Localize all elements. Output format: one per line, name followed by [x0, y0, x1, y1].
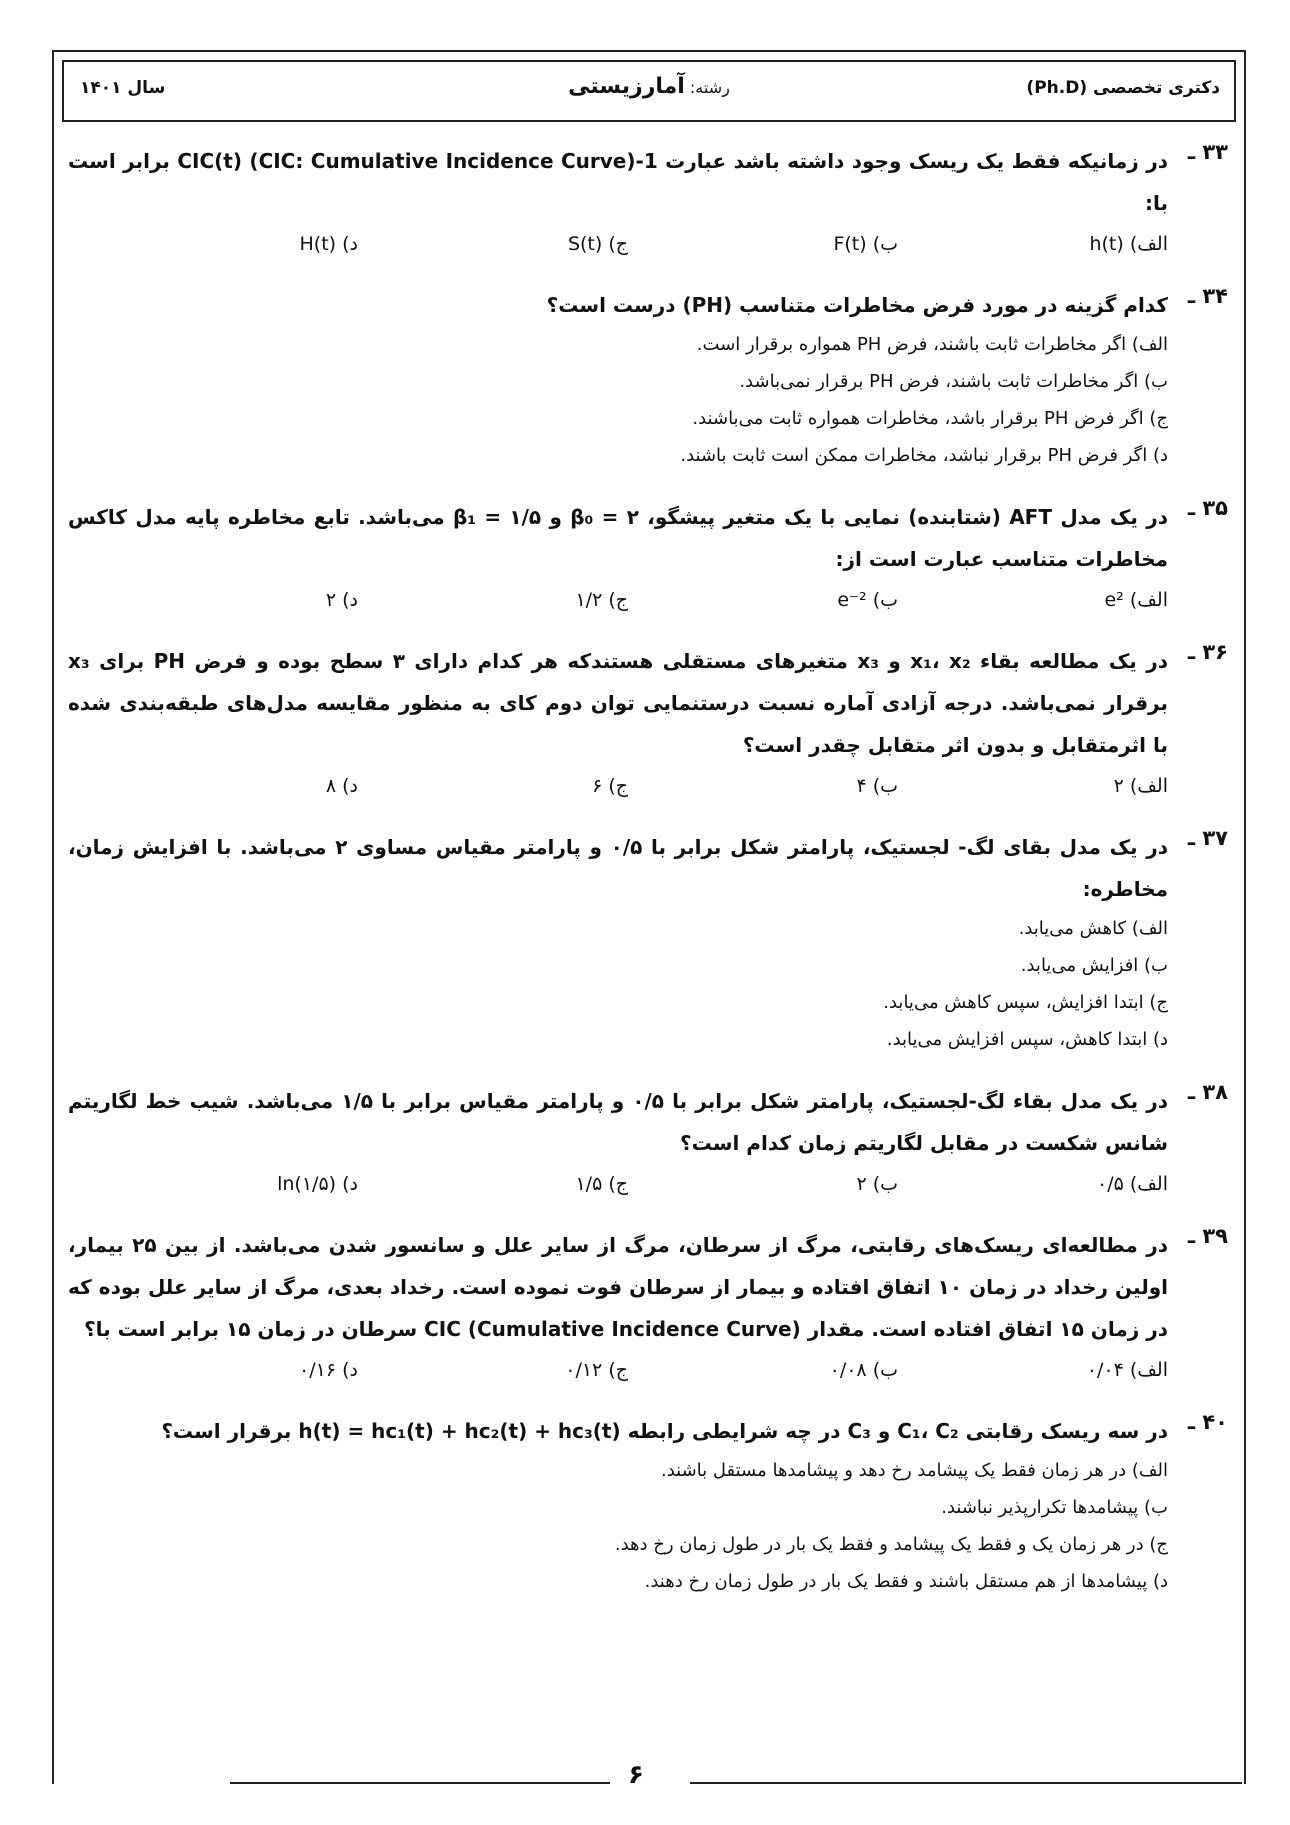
question-number: ۴۰ ـ	[1187, 1410, 1228, 1434]
question-8	[68, 1410, 1228, 1600]
answer-option: ب) ۰/۰۸	[829, 1359, 898, 1381]
options-row	[68, 582, 1168, 618]
answer-option: ب) F(t)	[833, 233, 898, 255]
question-number: ۳۹ ـ	[1187, 1224, 1228, 1248]
answer-option: ب) پیشامدها تکرارپذیر نباشند.	[941, 1497, 1168, 1518]
answer-option: د) ۲	[325, 589, 358, 611]
answer-option: الف) ۰/۵	[1096, 1173, 1168, 1195]
answer-option: ج) ۱/۲	[575, 589, 628, 611]
answer-option: د) ابتدا کاهش، سپس افزایش می‌یابد.	[886, 1029, 1168, 1050]
options-row	[68, 1352, 1168, 1388]
question-number: ۳۳ ـ	[1187, 140, 1228, 164]
field-label: رشته:	[689, 78, 730, 97]
answer-option: د) ln(۱/۵)	[277, 1173, 358, 1195]
options-list	[68, 1452, 1168, 1600]
answer-option: د) ۸	[325, 775, 358, 797]
question-stem: در سه ریسک رقابتی C₁، C₂ و C₃ در چه شرایطی رابطه h(t) = hc₁(t) + hc₂(t) + hc₃(t) برقرار است؟	[161, 1419, 1168, 1443]
exam-header	[62, 60, 1236, 122]
answer-option: د) ۰/۱۶	[299, 1359, 358, 1381]
answer-option: ب) ۲	[856, 1173, 898, 1195]
field-value: آمارزیستی	[568, 74, 685, 99]
question-4	[68, 640, 1228, 804]
answer-option: ج) ۱/۵	[575, 1173, 628, 1195]
question-1	[68, 140, 1228, 262]
question-number: ۳۷ ـ	[1187, 826, 1228, 850]
question-2	[68, 284, 1228, 474]
question-number: ۳۸ ـ	[1187, 1080, 1228, 1104]
options-list	[68, 910, 1168, 1058]
answer-option: الف) در هر زمان فقط یک پیشامد رخ دهد و پیشامدها مستقل باشند.	[660, 1460, 1168, 1481]
answer-option: د) H(t)	[299, 233, 358, 255]
answer-option: ج) ابتدا افزایش، سپس کاهش می‌یابد.	[883, 992, 1168, 1013]
exam-year: سال ۱۴۰۱	[80, 78, 166, 98]
question-stem: در یک مدل بقای لگ- لجستیک، پارامتر شکل برابر با ۰/۵ و پارامتر مقیاس مساوی ۲ می‌باشد. با افزایش زمان، مخاطره:	[68, 835, 1168, 901]
question-number: ۳۶ ـ	[1187, 640, 1228, 664]
field-name	[64, 74, 1234, 99]
question-6	[68, 1080, 1228, 1202]
answer-option: الف) ۲	[1113, 775, 1168, 797]
question-number: ۳۴ ـ	[1187, 284, 1228, 308]
question-3	[68, 496, 1228, 618]
answer-option: الف) e²	[1104, 589, 1168, 611]
options-row	[68, 768, 1168, 804]
answer-option: ج) S(t)	[567, 233, 628, 255]
question-5	[68, 826, 1228, 1058]
answer-option: ج) ۶	[592, 775, 628, 797]
page-number: ۶	[628, 1760, 644, 1790]
answer-option: الف) h(t)	[1089, 233, 1168, 255]
footer-rule-right	[690, 1782, 1242, 1784]
answer-option: ج) اگر فرض PH برقرار باشد، مخاطرات همواره ثابت می‌باشند.	[692, 408, 1168, 429]
question-number: ۳۵ ـ	[1187, 496, 1228, 520]
question-stem: در یک مطالعه بقاء x₁، x₂ و x₃ متغیرهای مستقلی هستندکه هر کدام دارای ۳ سطح بوده و فرض PH برای x₃ برقرار نمی‌باشد. درجه آزادی آماره نسبت درستنمایی توان دوم کای به منظور مقایسه مدل‌های طبقه‌بندی شده با اثرمتقابل و بدون اثر متقابل چقدر است؟	[68, 649, 1168, 757]
answer-option: د) پیشامدها از هم مستقل باشند و فقط یک بار در طول زمان رخ دهند.	[644, 1571, 1168, 1592]
answer-option: د) اگر فرض PH برقرار نباشد، مخاطرات ممکن است ثابت باشند.	[680, 445, 1168, 466]
answer-option: ج) در هر زمان یک و فقط یک پیشامد و فقط یک بار در طول زمان رخ دهد.	[614, 1534, 1168, 1555]
question-stem: در یک مدل AFT (شتابنده) نمایی با یک متغیر پیشگو، β₀ = ۲ و β₁ = ۱/۵ می‌باشد. تابع مخاطره پایه مدل کاکس مخاطرات متناسب عبارت است از:	[68, 505, 1169, 571]
options-row	[68, 1166, 1168, 1202]
question-stem: کدام گزینه در مورد فرض مخاطرات متناسب (PH) درست است؟	[546, 293, 1168, 317]
options-row	[68, 226, 1168, 262]
answer-option: ب) ۴	[856, 775, 898, 797]
answer-option: ب) افزایش می‌یابد.	[1020, 955, 1168, 976]
question-7	[68, 1224, 1228, 1388]
question-stem: در مطالعه‌ای ریسک‌های رقابتی، مرگ از سرطان، مرگ از سایر علل و سانسور شدن می‌باشد. از بین ۲۵ بیمار، اولین رخداد در زمان ۱۰ اتفاق افتاده و بیمار از سرطان فوت نموده است. رخداد بعدی، مرگ از سایر علل بوده که در زمان ۱۵ اتفاق افتاده است. مقدار CIC (Cumulative Incidence Curve) سرطان در زمان ۱۵ برابر است با؟	[68, 1233, 1169, 1341]
answer-option: الف) اگر مخاطرات ثابت باشند، فرض PH همواره برقرار است.	[696, 334, 1168, 355]
answer-option: ج) ۰/۱۲	[565, 1359, 628, 1381]
questions-container	[68, 140, 1228, 1622]
exam-type: دکتری تخصصی (Ph.D)	[1026, 78, 1220, 98]
answer-option: الف) کاهش می‌یابد.	[1018, 918, 1168, 939]
footer-rule-left	[230, 1782, 610, 1784]
answer-option: ب) اگر مخاطرات ثابت باشند، فرض PH برقرار نمی‌باشد.	[739, 371, 1168, 392]
question-stem: در زمانیکه فقط یک ریسک وجود داشته باشد عبارت 1-CIC(t) (CIC: Cumulative Incidence Curve) برابر است با:	[68, 149, 1168, 215]
answer-option: ب) e⁻²	[837, 589, 898, 611]
options-list	[68, 326, 1168, 474]
question-stem: در یک مدل بقاء لگ-لجستیک، پارامتر شکل برابر با ۰/۵ و پارامتر مقیاس برابر با ۱/۵ می‌باشد. شیب خط لگاریتم شانس شکست در مقابل لگاریتم زمان کدام است؟	[68, 1089, 1168, 1155]
answer-option: الف) ۰/۰۴	[1086, 1359, 1168, 1381]
